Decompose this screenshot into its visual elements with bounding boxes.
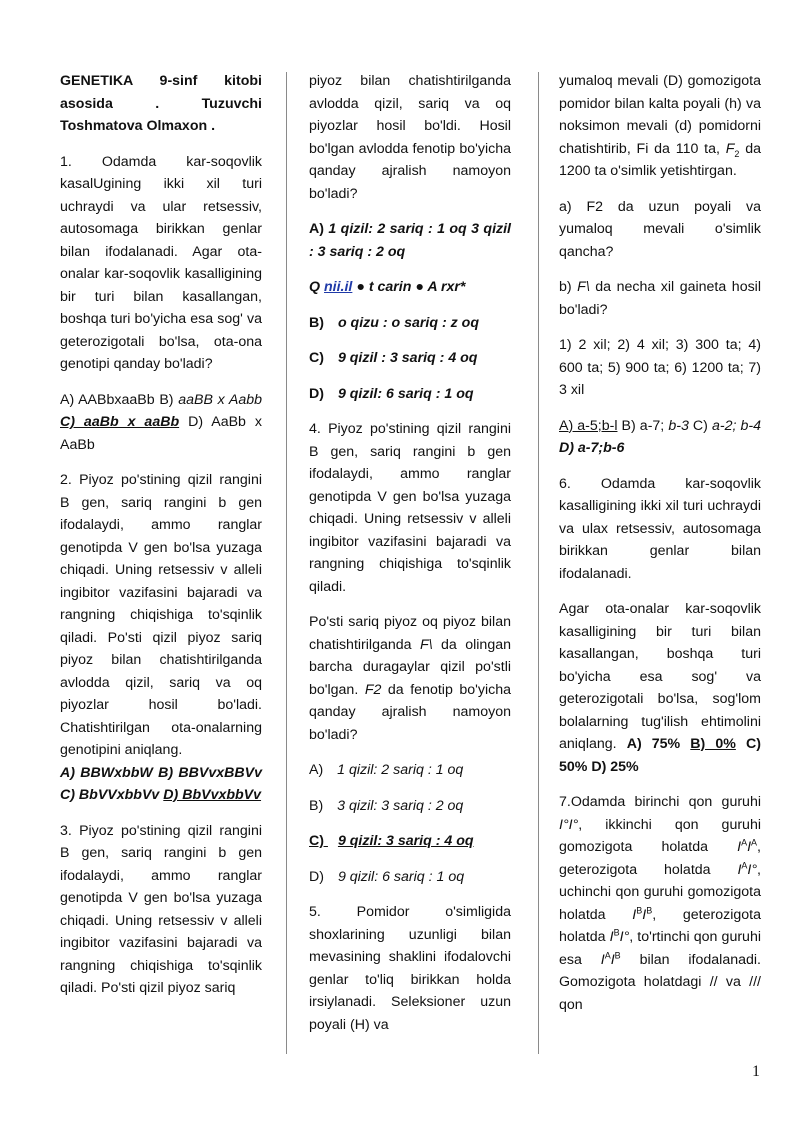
question-4-option-b: B) 3 qizil: 3 sariq : 2 oq: [309, 797, 464, 814]
page-number: 1: [752, 1063, 760, 1080]
garbled-line: Q nii.il ● t carin ● A rxr*: [309, 279, 466, 295]
option-a: A) AABbxaaBb: [60, 391, 155, 408]
option-a: A) BBWxbbW: [60, 764, 153, 781]
question-4-option-c-answer: C) 9 qizil: 3 sariq : 4 oq: [309, 833, 474, 849]
question-1-options: [60, 389, 262, 457]
question-1-text: 1. Odamda kar-soqovlik kasalUgining ikki xil turi uchraydi va ular retsessiv, autosomaga birikkan genlar bilan ifodalanadi. Agar ota-onalar kar-soqovlik kasalligining bir turi bilan kasallangan, boshqa turi bo'yicha esa sog' va geterozigotali bo'lsa, ota-ona genotipi qanday bo'ladi?: [60, 153, 262, 372]
question-5-answers: A) a-5;b-l B) a-7; b-3 C) a-2; b-4 D) a-7;b-6: [559, 417, 762, 456]
question-4-text-part2: Po'sti sariq piyoz oq piyoz bilan chatishtirilganda F\ da olingan barcha duragaylar qizil po'stli bo'lgan. F2 da fenotip bo'yicha qanday ajralish namoyon bo'ladi?: [309, 614, 511, 743]
column-3: [559, 70, 761, 1029]
question-3-option-c: C) 9 qizil : 3 sariq : 4 oq: [309, 350, 478, 366]
option-b: B) BBVvxBBVv: [158, 764, 262, 781]
option-b: aaBB x Aabb: [178, 391, 262, 408]
question-3-text: 3. Piyoz po'stining qizil rangini B gen, sariq rangini b gen ifodalaydi, ammo ranglar genotipda V gen bo'lsa yuzaga chiqadi. Uning retsessiv v alleli ingibitor vazifasini bajaradi va rangning chiqishiga to'sqinlik qiladi. Po'sti qizil piyoz sariq: [60, 822, 262, 996]
column-divider: [286, 72, 287, 1054]
question-4-option-a: A) 1 qizil: 2 sariq : 1 oq: [309, 762, 464, 778]
column-divider: [538, 72, 539, 1054]
question-5-part-a: a) F2 da uzun poyali va yumaloq mevali o'simlik qancha?: [559, 198, 761, 260]
question-3-text-continued: piyoz bilan chatishtirilganda avlodda qizil, sariq va oq piyozlar hosil bo'ldi. Hosil bo'lgan avlodda fenotip bo'yicha qanday ajralish namoyon bo'ladi?: [309, 73, 511, 202]
option-d-answer: D) BbVvxbbVv: [163, 787, 262, 803]
question-5-part-b: b) F\ da necha xil gaineta hosil bo'ladi?: [559, 279, 761, 318]
question-6-text-part2: Agar ota-onalar kar-soqovlik kasalligining bir turi bilan kasallangan, boshqa turi bo'yicha esa sog' va geterozigotali bo'lsa, sog'lom bolalarning tug'ilish ehtimolini aniqlang. A) 75% B) 0% C) 50% D) 25%: [559, 601, 761, 775]
question-3-option-b: B) o qizu : o sariq : z oq: [309, 314, 480, 331]
option-c: C) BbVVxbbVv: [60, 787, 160, 803]
option-c-answer: C) aaBb x aaBb: [60, 414, 180, 430]
option-b-label: B): [159, 391, 174, 408]
question-5-text-continued: yumaloq mevali (D) gomozigota pomidor bilan kalta poyali (h) va noksimon mevali (d) pomidorni chatishtirib, Fi da 110 ta, $F_2$ da 1200 ta o'simlik yetishtirgan.: [559, 73, 761, 179]
option-b-answer: B) 0%: [690, 736, 736, 752]
question-2-options: [60, 762, 262, 807]
document-heading: GENETIKA 9-sinf kitobi asosida . Tuzuvchi Toshmatova Olmaxon .: [60, 73, 262, 134]
answer-d: D) a-7;b-6: [559, 440, 625, 456]
question-4-text: 4. Piyoz po'stining qizil rangini B gen, sariq rangini b gen ifodalaydi, ammo ranglar genotipda V gen bo'lsa yuzaga chiqadi. Uning retsessiv v alleli ingibitor vazifasini bajaradi va rangning chiqishiga to'sqinlik qiladi.: [309, 421, 511, 595]
question-3-option-d: D) 9 qizil: 6 sariq : 1 oq: [309, 385, 474, 402]
question-4-option-d: D) 9 qizil: 6 sariq : 1 oq: [309, 868, 465, 885]
column-1: [60, 70, 262, 1013]
inline-link[interactable]: nii.il: [324, 279, 353, 295]
question-5-choices: 1) 2 xil; 2) 4 xil; 3) 300 ta; 4) 600 ta; 5) 900 ta; 6) 1200 ta; 7) 3 xil: [559, 337, 761, 398]
option-d: D) AaBb x AaBb: [60, 414, 262, 453]
question-2-text: 2. Piyoz po'stining qizil rangini B gen, sariq rangini b gen ifodalaydi, ammo ranglar genotipda V gen bo'lsa yuzaga chiqadi. Uning retsessiv v alleli ingibitor vazifasini bajaradi va rangning chiqishiga to'sqinlik qiladi. Po'sti qizil piyoz sariq piyoz bilan chatishtirilganda avlodda qizil, sariq va oq piyozlar hosil bo'ladi. Chatishtirilgan ota-onalarning genotipini aniqlang.: [60, 472, 262, 758]
column-2: [309, 70, 511, 1049]
question-3-option-a: A) 1 qizil: 2 sariq : 1 oq 3 qizil : 3 sariq : 2 oq: [309, 221, 511, 260]
question-5-text: 5. Pomidor o'simligida shoxlarining uzunligi bilan mevasining shaklini ifodalovchi genlar to'liq birikkan holda irsiylanadi. Seleksioner uzun poyali (H) va: [309, 904, 511, 1033]
question-6-text: 6. Odamda kar-soqovlik kasalligining ikki xil turi uchraydi va ulax retsessiv, autosomaga birikkan genlar bilan ifodalanadi.: [559, 475, 761, 582]
question-7-text: 7.Odamda birinchi qon guruhi I°I°, ikkinchi qon guruhi gomozigota holatda $I^AI^A$, geterozigota holatda $I^AI^\circ$, uchinchi qon guruhi gomozigota holatda $I^BI^B$, geterozigota holatda $I^BI^\circ$, to'rtinchi qon guruhi esa $I^AI^B$ bilan ifodalanadi. Gomozigota holatdagi // va /// qon: [559, 794, 761, 1013]
